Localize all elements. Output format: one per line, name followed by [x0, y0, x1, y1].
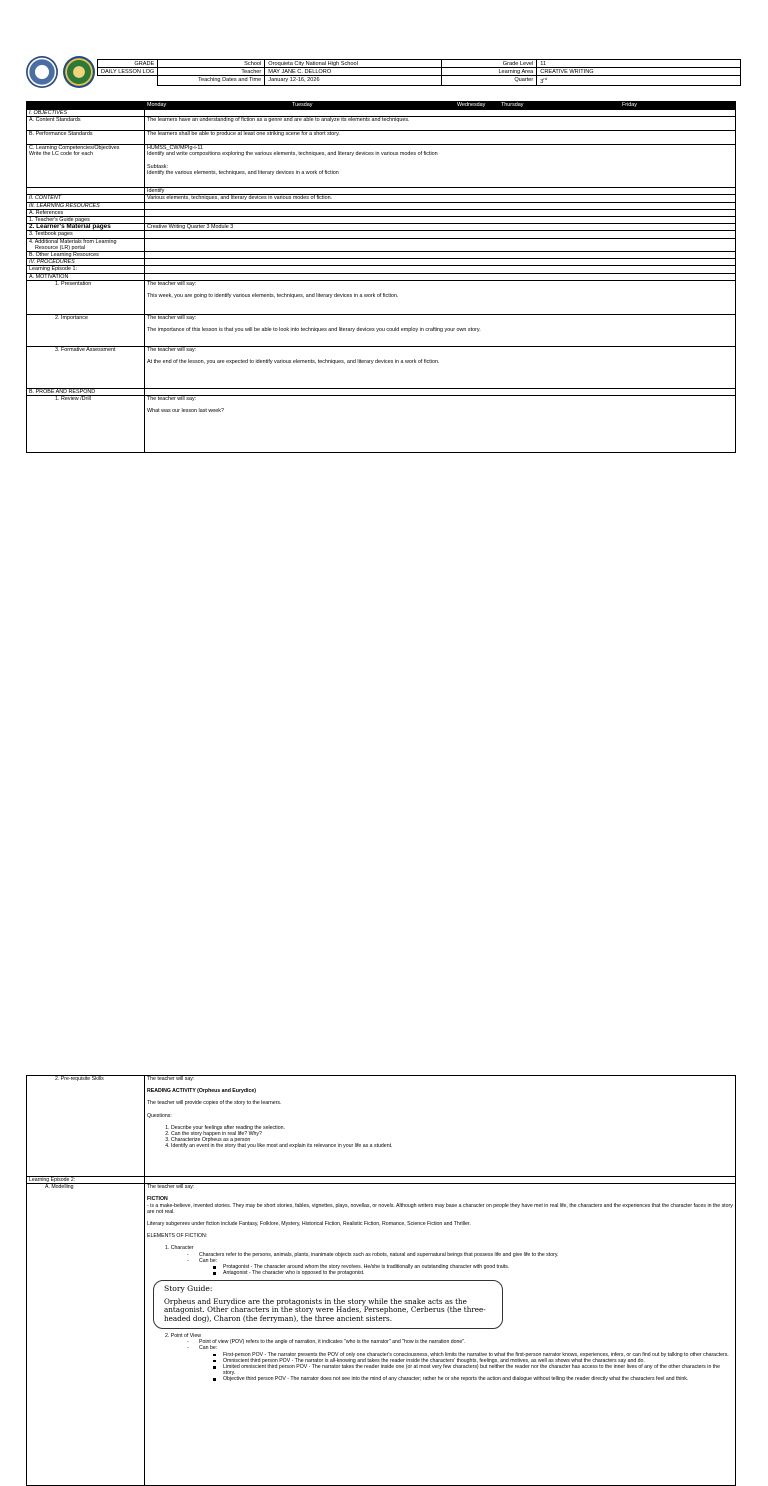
page-2	[0, 512, 768, 1383]
dates-value: January 12-16, 2026	[265, 76, 442, 86]
story-guide-title: Story Guide:	[164, 1284, 213, 1294]
area-value: CREATIVE WRITING	[537, 68, 741, 76]
list-item: First-person POV - The narrator presents the POV of only one character's consciousness, which limits the narrative to what the first-person narrator knows, experiences, infers, or can find out by talking to other characters.	[223, 1352, 733, 1358]
character-label: 1. Character	[165, 1245, 194, 1252]
competencies-cell	[145, 145, 736, 188]
additional-label: 4. Additional Materials from Learning Resource (LR) portal	[27, 238, 145, 251]
presentation-cell: The teacher will say: This week, you are going to identify various elements, techniques, and literary devices in a work of fiction.	[145, 280, 736, 314]
questions-list	[147, 1125, 733, 1150]
motivation-label: A. MOTIVATION	[27, 273, 145, 280]
quarter-value: 3rd	[537, 76, 741, 86]
resources-label: III. LEARNING RESOURCES	[27, 202, 145, 209]
elements-label: ELEMENTS OF FICTION:	[147, 1233, 208, 1240]
teacher-value: MAY JANE C. DELLORO	[265, 68, 442, 76]
quarter-label: Quarter	[442, 76, 537, 86]
day-header-row	[145, 102, 736, 110]
dates-label: Teaching Dates and Time	[158, 76, 265, 86]
day-wednesday: Wednesday	[457, 102, 486, 108]
antagonist-text: Antagonist - The character who is opposed to the protagonist.	[223, 1270, 733, 1276]
deped-seal-icon	[26, 56, 58, 88]
presentation-label: 1. Presentation	[55, 280, 92, 287]
can-be-label: - Can be:	[199, 1345, 733, 1351]
episode-2-label: Learning Episode 2:	[27, 1177, 145, 1184]
school-label: School	[158, 60, 265, 68]
subtask-label: Subtask:	[147, 163, 168, 170]
pov-label: 2. Point of View	[165, 1333, 201, 1340]
copies-text: The teacher will provide copies of the story to the learners.	[147, 1100, 282, 1107]
list-item: Omniscient third person POV - The narrator is all-knowing and takes the reader inside the characters' thoughts, feelings, and motives, as well as shows what the characters say and do.	[223, 1358, 733, 1364]
day-monday: Monday	[147, 102, 167, 108]
episode-1-label: Learning Episode 1:	[27, 266, 145, 273]
prereq-label: 2. Pre-requisite Skills	[55, 1076, 104, 1082]
school-logo-icon	[63, 56, 95, 88]
story-guide-text: Orpheus and Eurydice are the protagonists in the story while the snake acts as the antagonist. Other characters in the story were Hades, Persephone, Cerberus (the three-headed dog), Charon (the ferryman), the three ancient sisters.	[164, 1296, 486, 1323]
day-friday: Friday	[622, 102, 637, 108]
subtask-text: Identify the various elements, techniques, and literary devices in a work of fiction	[147, 169, 339, 176]
lm-value: Creative Writing Quarter 3 Module 3	[145, 224, 736, 231]
presentation-text: This week, you are going to identify various elements, techniques, and literary devices in a work of fiction.	[147, 293, 399, 300]
review-text: What was our lesson last week?	[147, 408, 225, 415]
probe-label: B. PROBE AND RESPOND	[27, 388, 145, 395]
performance-standards-label: B. Performance Standards	[27, 131, 145, 145]
importance-cell: The teacher will say: The importance of this lesson is that you will be able to look into techniques and literary devices you could employ in crafting your own story.	[145, 314, 736, 346]
content-standards: The learners have an understanding of fiction as a genre and are able to analyze its elements and techniques.	[145, 117, 736, 131]
other-resources-label: B. Other Learning Resources	[27, 252, 145, 259]
procedures-label: IV. PROCEDURES	[27, 259, 145, 266]
subgenres-text: Literary subgenres under fiction include Fantasy, Folklore, Mystery, Historical Fiction, Realistic Fiction, Romance, Science Fiction and Thriller.	[147, 1221, 471, 1228]
fiction-definition: - is a make-believe, invented stories. They may be short stories, fables, vignettes, plays, novellas, or novels. Although writers may base a character on people they have met in real life, the characters and the experiences that the character faces in the story are not real.	[147, 1202, 733, 1215]
content-standards-label: A. Content Standards	[27, 117, 145, 131]
lesson-table-page-1	[26, 101, 736, 453]
reading-activity: READING ACTIVITY (Orpheus and Eurydice)	[147, 1088, 256, 1095]
lm-label: 2. Learner's Material pages	[27, 224, 145, 231]
prereq-cell: The teacher will say: READING ACTIVITY (Orpheus and Eurydice) The teacher will provide copies of the story to the learners. Questions: 1. Describe your feelings after reading the selection. 2. Can the story happen in real life? Why? 3. Characterize Orpheus as a person 4. Identify an event in the story that you like most and explain its relevance in your life as a student.	[145, 1076, 736, 1177]
list-item: Limited omniscient third person POV - The narrator takes the reader inside one (or at most very few characters) but neither the reader nor the character has access to the inner lives of any of the other characters in the story.	[223, 1364, 733, 1376]
page-1	[0, 0, 768, 490]
questions-label: Questions:	[147, 1112, 172, 1119]
grade-label: GRADE	[98, 60, 158, 68]
formative-cell: The teacher will say: At the end of the lesson, you are expected to identify various elements, techniques, and literary devices in a work of fiction.	[145, 346, 736, 388]
grade-level-label: Grade Level	[442, 60, 537, 68]
formative-text: At the end of the lesson, you are expected to identify various elements, techniques, and literary devices in a work of fiction.	[147, 359, 440, 366]
importance-text: The importance of this lesson is that you will be able to look into techniques and literary devices you could employ in crafting your own story.	[147, 327, 481, 334]
protagonist-text: Protagonist - The character around whom the story revolves. He/she is traditionally an outstanding character with good traits.	[223, 1264, 733, 1270]
textbook-label: 3. Textbook pages	[27, 231, 145, 238]
header-table	[97, 59, 741, 86]
list-item: Objective third person POV - The narrator does not see into the mind of any character; rather he or she reports the action and dialogue without telling the reader directly what the characters feel and think.	[223, 1376, 733, 1382]
character-definition: - Characters refer to the persons, animals, plants, inanimate objects such as robots, natural and supernatural beings that possess life and give life to the story.	[199, 1252, 733, 1258]
can-be-label: - Can be:	[199, 1258, 733, 1264]
modelling-cell: The teacher will say: FICTION - is a make-believe, invented stories. They may be short stories, fables, vignettes, plays, novellas, or novels. Although writers may base a character on people they have met in real life, the characters and the experiences that the character faces in the story are not real. Literary subgenres under fiction include Fantasy, Folklore, Mystery, Historical Fiction, Realistic Fiction, Romance, Science Fiction and Thriller. ELEMENTS OF FICTION: 1. Character - Characters refer to the persons, animals, plants, inanimate objects such as robots, natural and supernatural beings that possess life and give life to the story. - Can be: Protagonist - The character around whom the story revolves. He/she is traditionally an outstanding character with good traits. Antagonist - The character who is opposed to the protagonist. Story Guide: Orpheus and Eurydice are the protagonists in the story while the snake acts as the antagonist. Other characters in the story were Hades, Persephone, Cerberus (the three-headed dog), Charon (the ferryman), the three ancient sisters. 2. Point of View - Point of view (POV) refers to the angle of narration, it indicates "who is the narrator" and "how is the narration done". - Can be: First-person POV - The narrator presents the POV of only one character's consciousness, which limits the narrative to what the first-person narrator knows, experiences, infers, or can find out by talking to other characters. Omniscient third person POV - The narrator is all-knowing and takes the reader inside the characters' thoughts, feelings, and motives, as well as shows what the characters say and do. Limited omniscient third person POV - The narrator takes the reader inside one (or at most very few characters) but neither the reader nor the character has access to the inner lives of any of the other characters in the story. Objective third person POV - The narrator does not see into the mind of any character; rather he or she reports the action and dialogue without telling the reader directly what the characters feel and think.	[145, 1184, 736, 1486]
list-item: 3. Characterize Orpheus as a person	[171, 1137, 733, 1143]
review-cell: The teacher will say: What was our lesson last week?	[145, 396, 736, 453]
tg-label: 1. Teacher's Guide pages	[27, 217, 145, 224]
list-item: 4. Identify an event in the story that you like most and explain its relevance in your life as a student.	[171, 1143, 733, 1149]
review-label: 1. Review /Drill	[55, 396, 91, 403]
references-label: A. References	[27, 209, 145, 216]
formative-label: 3. Formative Assessment	[55, 346, 116, 353]
fiction-label: FICTION	[147, 1196, 168, 1203]
teacher-label: Teacher	[158, 68, 265, 76]
school-value: Oroquieta City National High School	[265, 60, 442, 68]
importance-label: 2. Importance	[55, 314, 88, 321]
identify-text: Identify	[145, 188, 736, 195]
list-item: 2. Can the story happen in real life? Why?	[171, 1131, 733, 1137]
competencies-label: C. Learning Competencies/Objectives Write the LC code for each	[27, 145, 145, 188]
lc-text: Identify and write compositions exploring the various elements, techniques, and literary devices in various modes of fiction	[147, 151, 438, 158]
objectives-label: I. OBJECTIVES	[27, 110, 145, 117]
day-thursday: Thursday	[501, 102, 524, 108]
lesson-table-page-2	[26, 1075, 736, 1486]
content-text: Various elements, techniques, and literary devices in various modes of fiction.	[145, 195, 736, 202]
log-label: DAILY LESSON LOG	[98, 68, 158, 76]
performance-standards: The learners shall be able to produce at least one striking scene for a short story.	[145, 131, 736, 145]
list-item: 1. Describe your feelings after reading the selection.	[171, 1125, 733, 1131]
content-label: II. CONTENT	[27, 195, 145, 202]
pov-definition: - Point of view (POV) refers to the angle of narration, it indicates "who is the narrator" and "how is the narration done".	[199, 1339, 733, 1345]
modelling-label: A. Modelling	[45, 1184, 74, 1191]
area-label: Learning Area	[442, 68, 537, 76]
grade-level-value: 11	[537, 60, 741, 68]
day-tuesday: Tuesday	[292, 102, 313, 108]
lc-code: HUMSS_CW/MPIg-i-11	[147, 145, 203, 152]
story-guide-box	[153, 1280, 503, 1329]
